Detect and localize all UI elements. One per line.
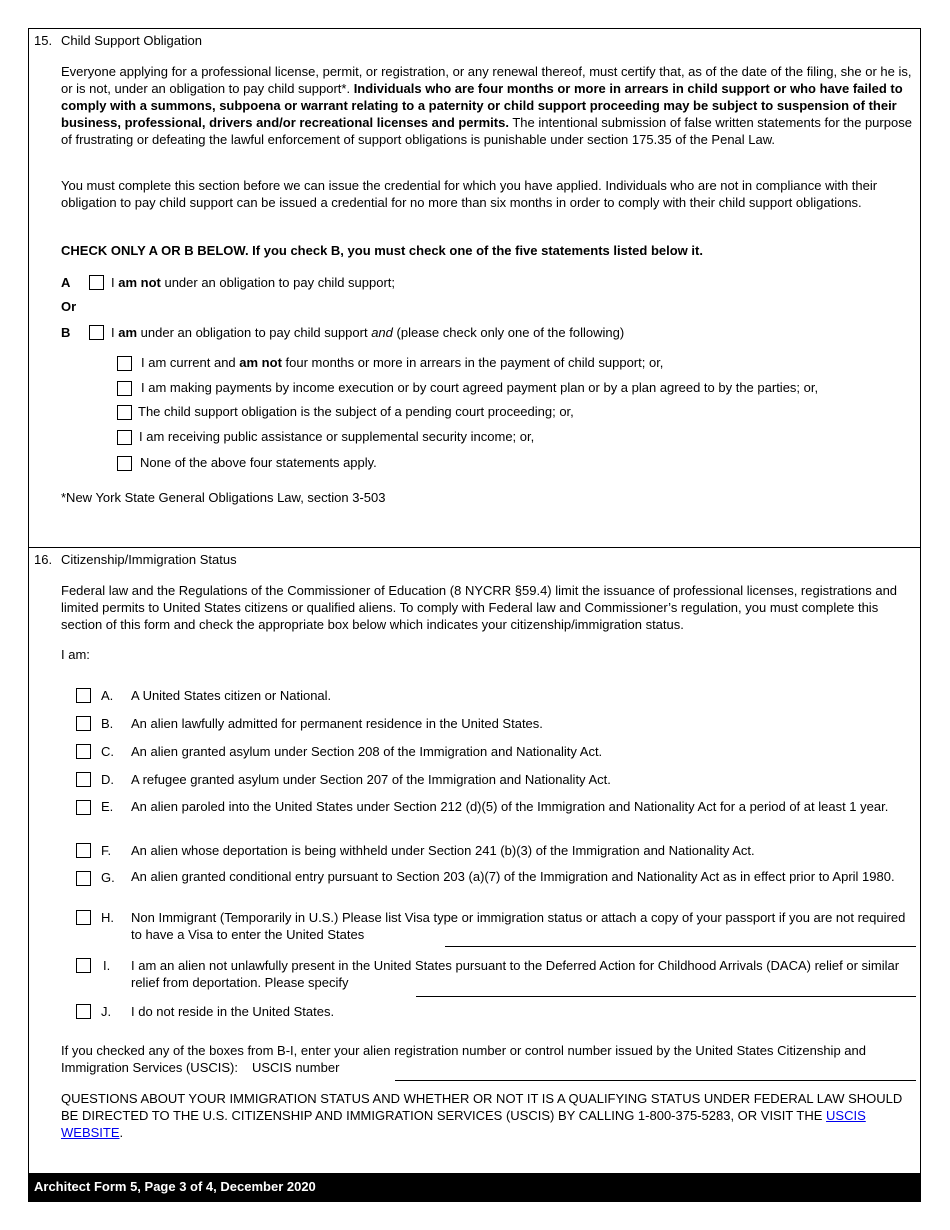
status-h-checkbox[interactable]	[76, 910, 91, 925]
option-b-label: I am under an obligation to pay child support and (please check only one of the following)	[111, 325, 625, 340]
status-a-text: A United States citizen or National.	[131, 688, 332, 703]
uscis-number-field[interactable]	[395, 1080, 916, 1081]
sub-option-2-checkbox[interactable]	[117, 381, 132, 396]
uscis-website-link[interactable]: USCIS WEBSITE	[61, 1108, 866, 1140]
check-instruction: CHECK ONLY A OR B BELOW. If you check B, you must check one of the five statements listed below it.	[61, 243, 703, 258]
visa-type-field[interactable]	[445, 946, 916, 947]
footnote: *New York State General Obligations Law, section 3-503	[61, 490, 386, 505]
sub-option-5-label: None of the above four statements apply.	[140, 455, 377, 470]
sub-option-2-label: I am making payments by income execution or by court agreed payment plan or by a plan agreed to by the parties; or,	[141, 380, 819, 395]
status-j-text: I do not reside in the United States.	[131, 1004, 335, 1019]
status-g-checkbox[interactable]	[76, 871, 91, 886]
status-a-checkbox[interactable]	[76, 688, 91, 703]
status-f-text: An alien whose deportation is being withheld under Section 241 (b)(3) of the Immigration and Nationality Act.	[131, 843, 755, 858]
status-i-letter: I.	[103, 958, 111, 973]
status-j-checkbox[interactable]	[76, 1004, 91, 1019]
i-am-label: I am:	[61, 647, 90, 662]
status-g-letter: G.	[101, 870, 115, 885]
uscis-number-label: USCIS number	[251, 1060, 340, 1075]
option-b-checkbox[interactable]	[89, 325, 104, 340]
sub-option-3-checkbox[interactable]	[117, 405, 132, 420]
option-a-letter: A	[61, 275, 71, 290]
section-16-title: Citizenship/Immigration Status	[61, 552, 237, 567]
or-label: Or	[61, 299, 77, 314]
status-c-checkbox[interactable]	[76, 744, 91, 759]
status-i-checkbox[interactable]	[76, 958, 91, 973]
section-15-title: Child Support Obligation	[61, 33, 202, 48]
sub-option-4-label: I am receiving public assistance or supplemental security income; or,	[139, 429, 535, 444]
status-a-letter: A.	[101, 688, 114, 703]
status-h-letter: H.	[101, 910, 114, 925]
option-a-label: I am not under an obligation to pay child support;	[111, 275, 396, 290]
status-f-checkbox[interactable]	[76, 843, 91, 858]
section-15-number: 15.	[34, 33, 53, 48]
section-divider	[29, 547, 920, 548]
status-b-checkbox[interactable]	[76, 716, 91, 731]
page-footer: Architect Form 5, Page 3 of 4, December 2020	[29, 1173, 920, 1201]
child-support-paragraph-2: You must complete this section before we can issue the credential for which you have applied. Individuals who are not in compliance with their obligation to pay child support can be issued a credential for no more than six months in order to comply with their child support obligations.	[61, 178, 878, 210]
questions-notice: QUESTIONS ABOUT YOUR IMMIGRATION STATUS AND WHETHER OR NOT IT IS A QUALIFYING STATUS UNDER FEDERAL LAW SHOULD BE DIRECTED TO THE U.S. CITIZENSHIP AND IMMIGRATION SERVICES (USCIS) BY CALLING 1-800-375-5283, OR VISIT THE USCIS WEBSITE.	[61, 1091, 903, 1140]
citizenship-intro: Federal law and the Regulations of the Commissioner of Education (8 NYCRR §59.4) limit the issuance of professional licenses, registrations and limited permits to United States citizens or qualified aliens. To comply with Federal law and Commissioner’s regulation, you must complete this section of this form and check the appropriate box below which indicates your citizenship/immigration status.	[61, 583, 898, 632]
status-b-letter: B.	[101, 716, 114, 731]
daca-specify-field[interactable]	[416, 996, 916, 997]
sub-option-4-checkbox[interactable]	[117, 430, 132, 445]
option-a-checkbox[interactable]	[89, 275, 104, 290]
status-d-letter: D.	[101, 772, 114, 787]
status-d-text: A refugee granted asylum under Section 207 of the Immigration and Nationality Act.	[131, 772, 611, 787]
status-b-text: An alien lawfully admitted for permanent residence in the United States.	[131, 716, 543, 731]
sub-option-3-label: The child support obligation is the subject of a pending court proceeding; or,	[138, 404, 574, 419]
status-c-text: An alien granted asylum under Section 208 of the Immigration and Nationality Act.	[131, 744, 603, 759]
status-e-letter: E.	[101, 799, 114, 814]
status-e-checkbox[interactable]	[76, 800, 91, 815]
status-j-letter: J.	[101, 1004, 112, 1019]
option-b-letter: B	[61, 325, 71, 340]
status-i-text: I am an alien not unlawfully present in the United States pursuant to the Deferred Action for Childhood Arrivals (DACA) relief or similar relief from deportation. Please specify	[131, 958, 900, 990]
alien-registration-text: If you checked any of the boxes from B-I, enter your alien registration number or control number issued by the United States Citizenship and Immigration Services (USCIS): USCIS number	[61, 1043, 866, 1075]
sub-option-5-checkbox[interactable]	[117, 456, 132, 471]
status-h-text: Non Immigrant (Temporarily in U.S.) Please list Visa type or immigration status or attach a copy of your passport if you are not required to have a Visa to enter the United States	[131, 910, 906, 942]
status-d-checkbox[interactable]	[76, 772, 91, 787]
child-support-paragraph-1: Everyone applying for a professional license, permit, or registration, or any renewal thereof, must certify that, as of the date of the filing, she or he is, or is not, under an obligation to pay child support*. Individuals who are four months or more in arrears in child support or who have failed to comply with a summons, subpoena or warrant relating to a paternity or child support proceeding may be subject to suspension of their business, professional, drivers and/or recreational licenses and permits. The intentional submission of false written statements for the purpose of frustrating or defeating the lawful enforcement of support obligations is punishable under section 175.35 of the Penal Law.	[61, 64, 912, 147]
sub-option-1-checkbox[interactable]	[117, 356, 132, 371]
form-page	[28, 28, 921, 1202]
status-e-text: An alien paroled into the United States under Section 212 (d)(5) of the Immigration and Nationality Act for a period of at least 1 year.	[131, 799, 889, 814]
section-16-number: 16.	[34, 552, 53, 567]
status-g-text: An alien granted conditional entry pursuant to Section 203 (a)(7) of the Immigration and Nationality Act as in effect prior to April 1980.	[131, 869, 895, 884]
sub-option-1-label: I am current and am not four months or more in arrears in the payment of child support; or,	[141, 355, 664, 370]
status-c-letter: C.	[101, 744, 114, 759]
status-f-letter: F.	[101, 843, 112, 858]
